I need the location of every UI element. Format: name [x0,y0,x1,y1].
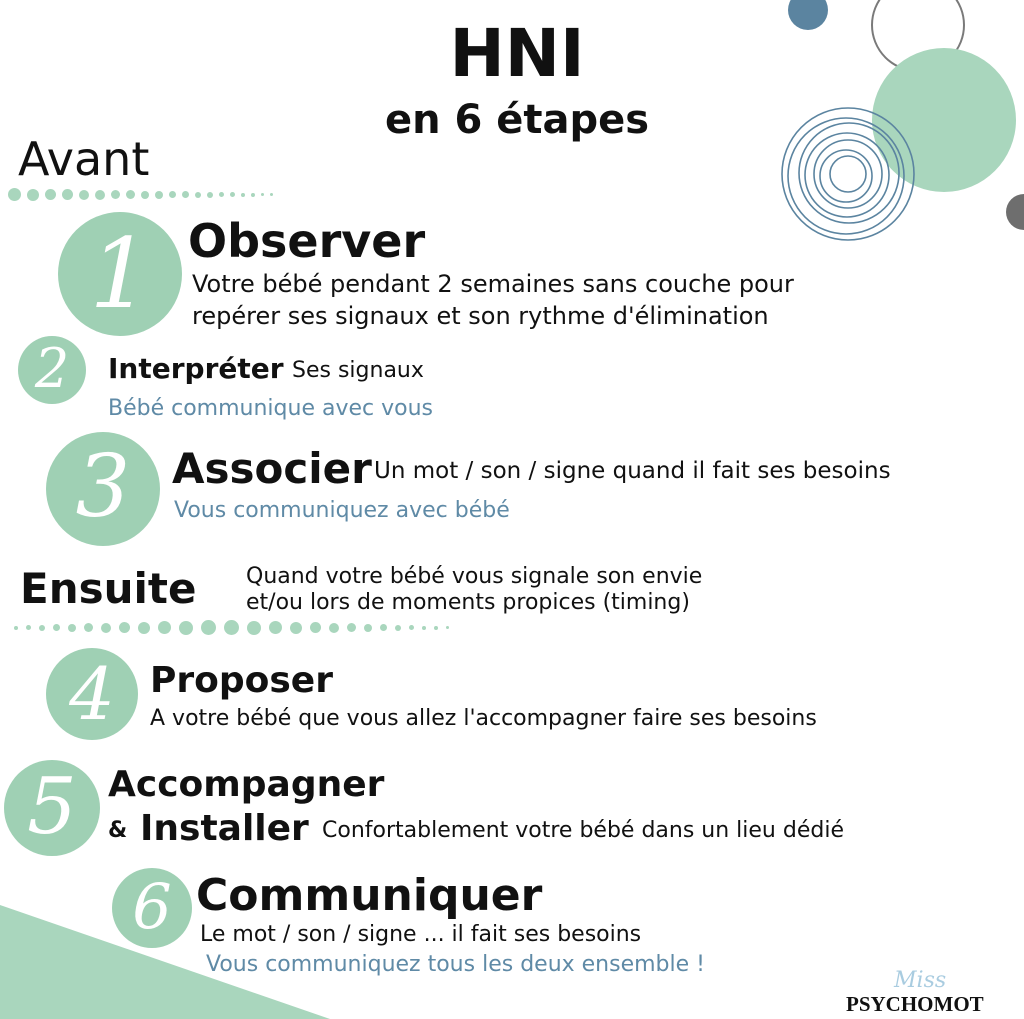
page-subtitle: en 6 étapes [384,97,650,143]
step-1-number: 1 [89,218,151,330]
step-6-note: Vous communiquez tous les deux ensemble ! [206,952,705,977]
step-5-badge [4,760,100,856]
step-2-heading: Interpréter [108,352,284,385]
step-2-badge [18,336,86,404]
section-after-text-line2: et/ou lors de moments propices (timing) [246,590,690,615]
step-5-inline-text: Confortablement votre bébé dans un lieu dédié [322,818,844,843]
step-1-text-line2: repérer ses signaux et son rythme d'élimination [192,302,769,330]
step-3-inline-text: Un mot / son / signe quand il fait ses besoins [374,458,891,484]
step-3-heading: Associer [172,444,372,493]
step-4-text: A votre bébé que vous allez l'accompagner faire ses besoins [150,706,817,731]
step-6-text: Le mot / son / signe ... il fait ses besoins [200,922,642,947]
step-3-note: Vous communiquez avec bébé [174,498,510,523]
logo-text: PSYCHOMOT [846,992,984,1016]
step-4-badge [46,648,138,740]
step-2-inline-text: Ses signaux [292,358,424,383]
step-1-heading: Observer [188,214,426,268]
step-1-badge [58,212,182,336]
step-5-heading-2: Installer [140,808,309,849]
step-5-number: 5 [27,762,77,852]
divider-dots-middle [14,620,449,635]
step-1-text-line1: Votre bébé pendant 2 semaines sans couche pour [192,270,794,298]
divider-dots-top [8,188,273,201]
step-6-number: 6 [132,870,172,943]
step-3-number: 3 [75,437,131,537]
step-6-heading: Communiquer [196,870,543,921]
section-after-label: Ensuite [20,564,197,613]
step-4-number: 4 [69,652,115,736]
deco-green-circle [872,48,1016,192]
step-3-badge [46,432,160,546]
step-4-heading: Proposer [150,660,333,701]
step-2-number: 2 [34,337,70,400]
deco-blue-circle [788,0,828,30]
deco-spiral [782,108,914,240]
section-after-text-line1: Quand votre bébé vous signale son envie [246,564,703,589]
page-title: HNI [449,15,585,92]
step-2-note: Bébé communique avec vous [108,396,433,421]
deco-gray-circle [1006,194,1024,230]
step-5-heading: Accompagner [108,764,385,805]
step-5-ampersand: & [108,818,128,843]
section-before-label: Avant [18,132,150,186]
logo-script: Miss [894,968,947,993]
step-6-badge [112,868,192,948]
